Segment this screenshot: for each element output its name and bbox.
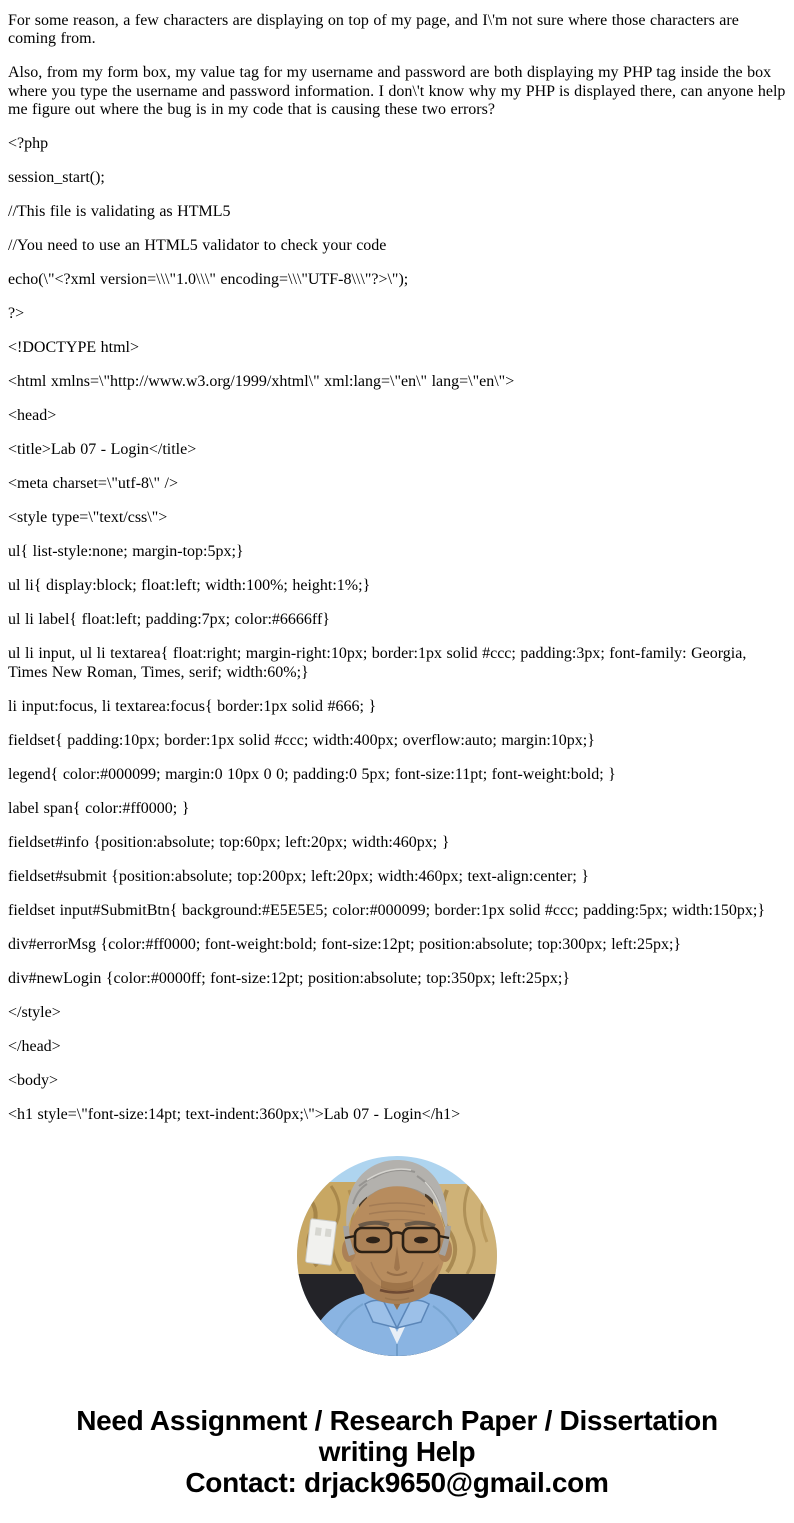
code-line: <h1 style=\"font-size:14pt; text-indent:360px;\">Lab 07 - Login</h1> [8,1105,461,1123]
code-line: <!DOCTYPE html> [8,339,139,357]
code-line: fieldset input#SubmitBtn{ background:#E5E5E5; color:#000099; border:1px solid #ccc; padding:5px; width:150px;} [8,901,766,919]
code-line: li input:focus, li textarea:focus{ border:1px solid #666; } [8,697,377,715]
code-line: </style> [8,1003,61,1021]
code-line: //You need to use an HTML5 validator to check your code [8,237,387,255]
code-line: ?> [8,305,25,323]
code-line: legend{ color:#000099; margin:0 10px 0 0; padding:0 5px; font-size:11pt; font-weight:bold; } [8,765,616,783]
code-line: <style type=\"text/css\"> [8,509,168,527]
code-line: echo(\"<?xml version=\\\"1.0\\\" encoding=\\\"UTF-8\\\"?>\"); [8,271,409,289]
promo-line-1: Need Assignment / Research Paper / Dissertation [76,1405,718,1437]
code-line: ul li label{ float:left; padding:7px; color:#6666ff} [8,611,330,629]
code-line: ul li{ display:block; float:left; width:100%; height:1%;} [8,577,371,595]
promo-line-2: writing Help [318,1436,476,1468]
person-photo-graphic [297,1156,497,1356]
code-line: fieldset#info {position:absolute; top:60px; left:20px; width:460px; } [8,833,450,851]
code-line: </head> [8,1037,61,1055]
switch-plate [305,1219,336,1266]
code-line: div#errorMsg {color:#ff0000; font-weight:bold; font-size:12pt; position:absolute; top:300px; left:25px;} [8,935,682,953]
code-listing [8,135,786,1124]
code-line: fieldset{ padding:10px; border:1px solid #ccc; width:400px; overflow:auto; margin:10px;} [8,731,595,749]
question-paragraph-1: For some reason, a few characters are displaying on top of my page, and I\'m not sure where those characters are coming from. [8,12,739,48]
code-line: label span{ color:#ff0000; } [8,799,190,817]
question-paragraph-2: Also, from my form box, my value tag for my username and password are both displaying my PHP tag inside the box where you type the username and password information. I don\'t know why my PHP is displayed there, can anyone help me figure out where the bug is in my code that is causing these two errors? [8,64,786,119]
code-line: //This file is validating as HTML5 [8,203,231,221]
code-line: <title>Lab 07 - Login</title> [8,441,197,459]
code-line: ul li input, ul li textarea{ float:right; margin-right:10px; border:1px solid #ccc; padding:3px; font-family: Georgia, Times New Roman, Times, serif; width:60%;} [8,645,747,681]
code-line: fieldset#submit {position:absolute; top:200px; left:20px; width:460px; text-align:center; } [8,867,589,885]
promo-banner [8,1405,786,1498]
code-line: div#newLogin {color:#0000ff; font-size:12pt; position:absolute; top:350px; left:25px;} [8,969,570,987]
code-line: <meta charset=\"utf-8\" /> [8,475,178,493]
code-line: <?php [8,135,49,153]
code-line: <html xmlns=\"http://www.w3.org/1999/xhtml\" xml:lang=\"en\" lang=\"en\"> [8,373,515,391]
code-line: <head> [8,407,57,425]
code-line: ul{ list-style:none; margin-top:5px;} [8,543,244,561]
code-line: session_start(); [8,169,105,187]
promo-contact: Contact: drjack9650@gmail.com [185,1467,609,1499]
person-photo [8,1156,786,1356]
code-line: <body> [8,1071,59,1089]
